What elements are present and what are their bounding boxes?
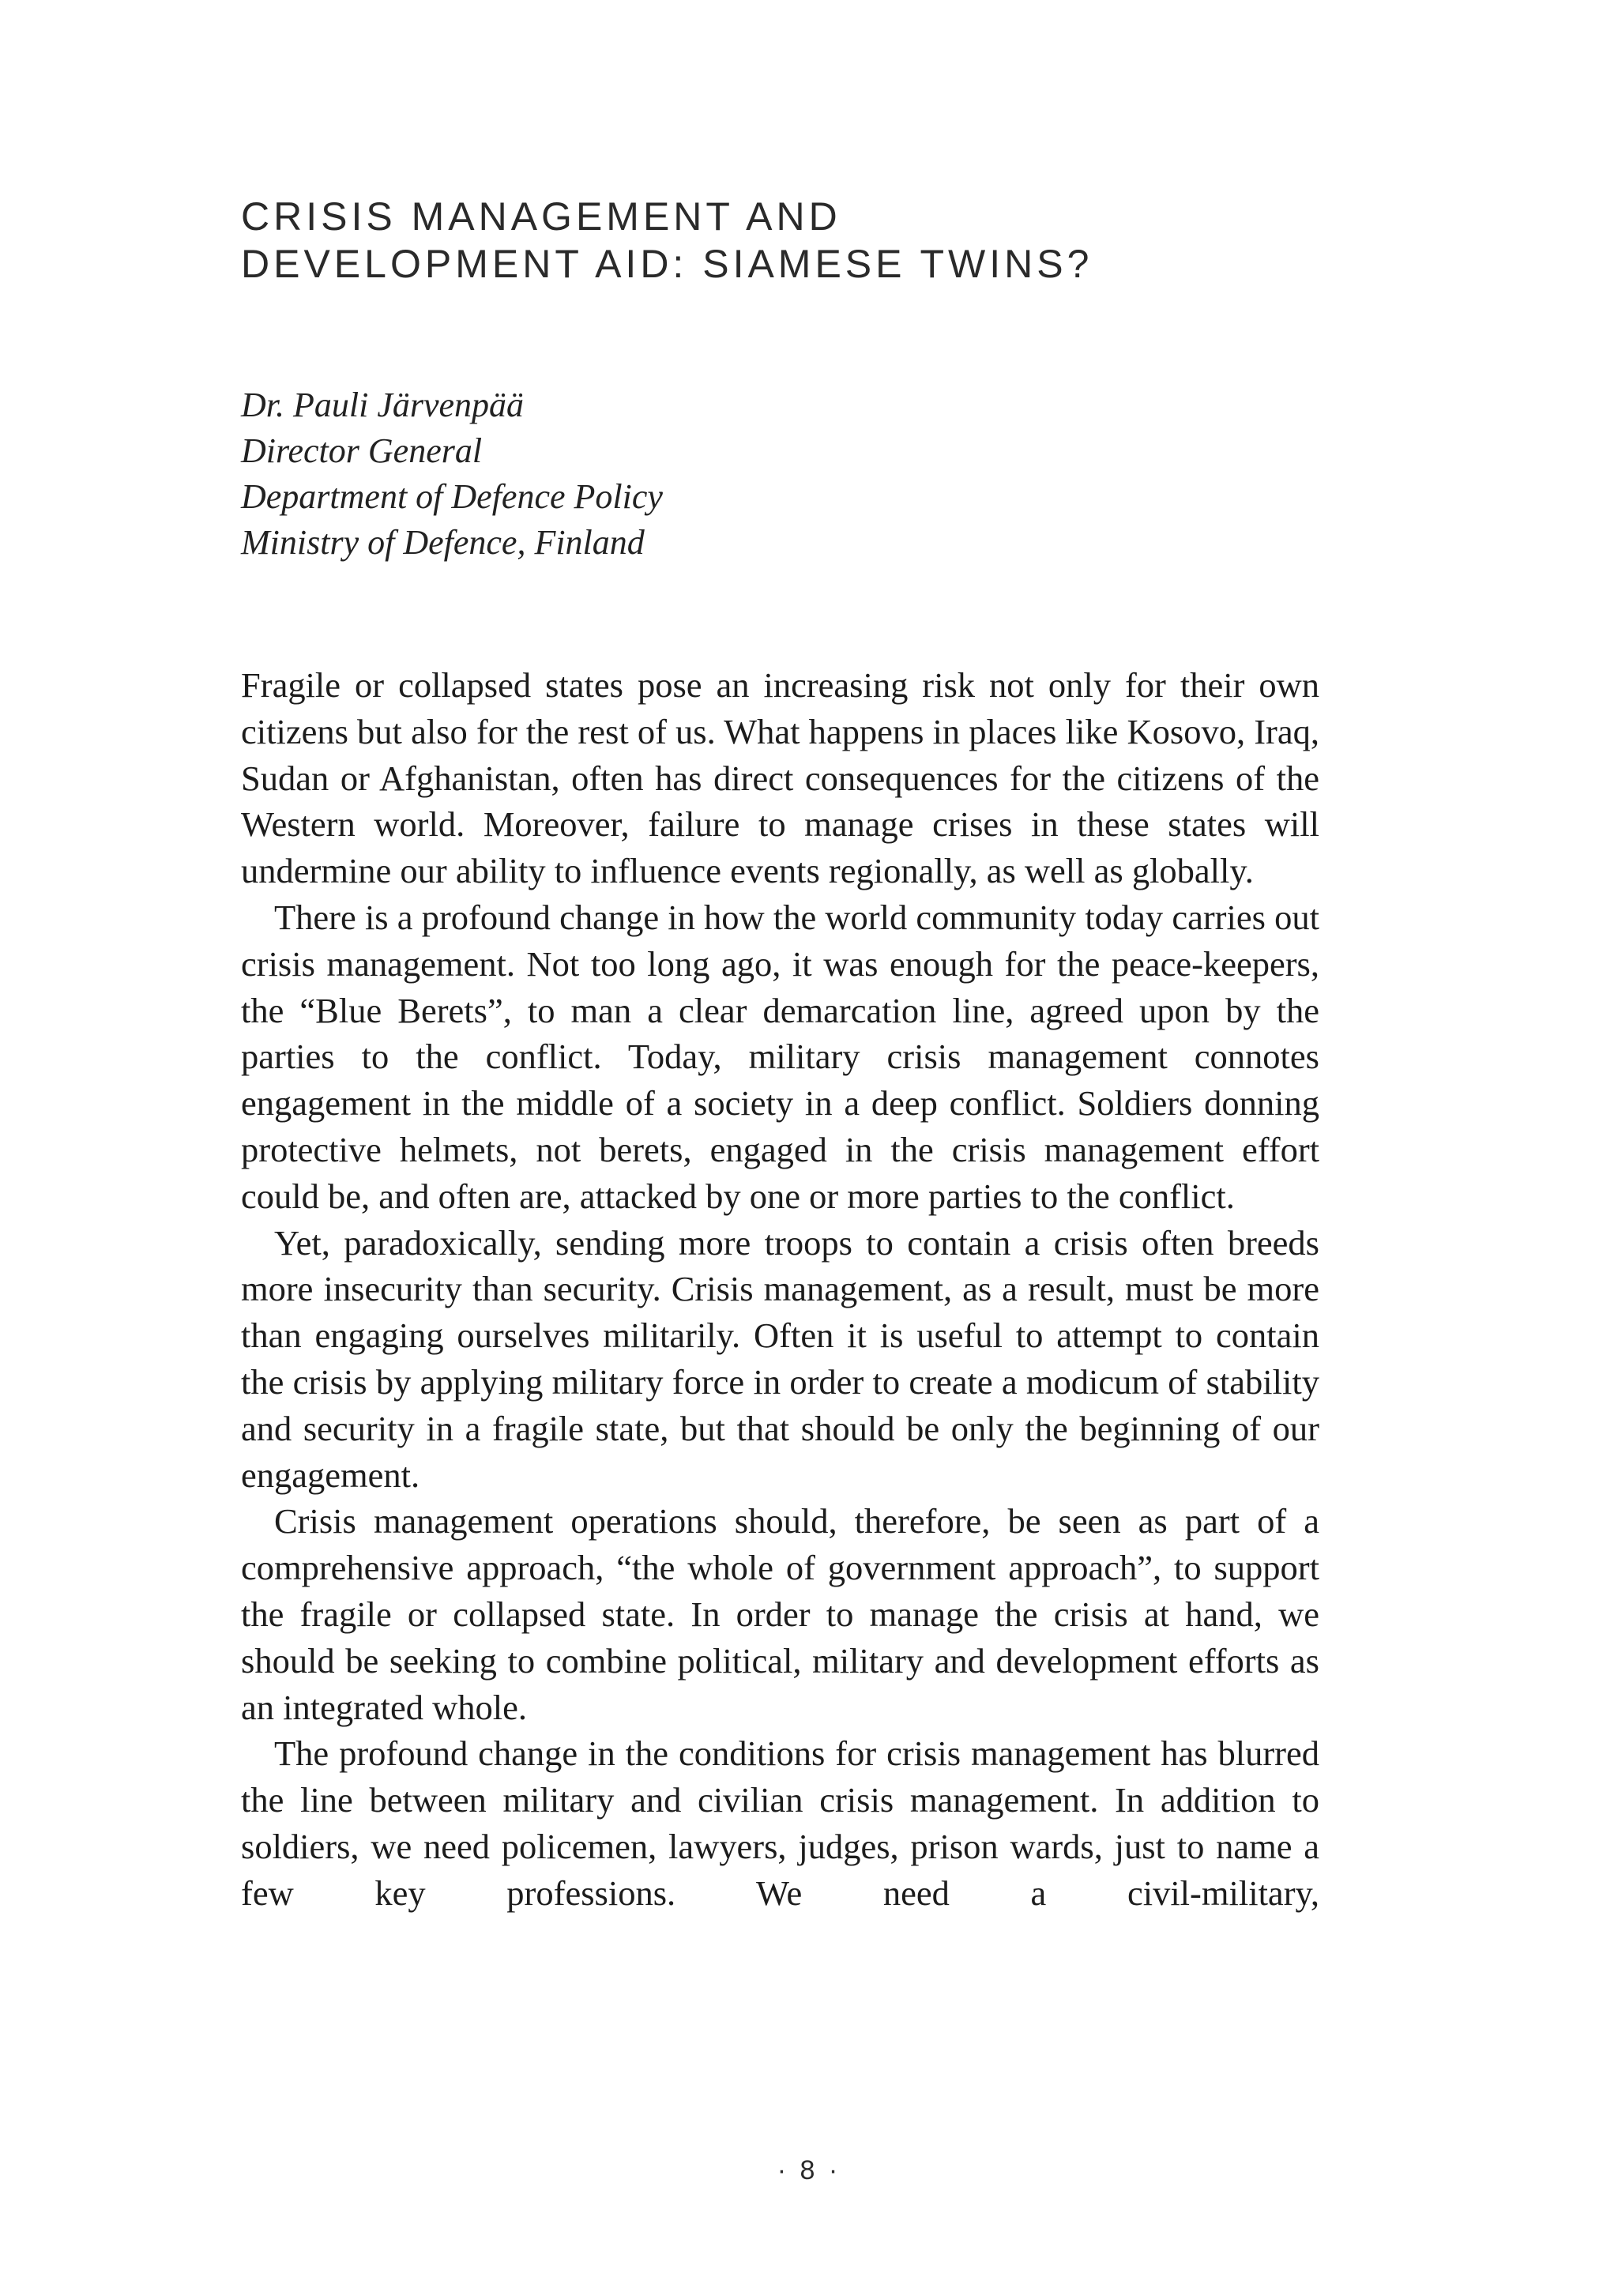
author-name: Dr. Pauli Järvenpää (241, 386, 525, 424)
title-line-1: CRISIS MANAGEMENT AND (241, 194, 841, 239)
body-paragraph-2: There is a profound change in how the world community today carries out crisis management. Not too long ago, it was enough for the peace-keepers, the “Blue Berets”, to man a clear demarcation line, agreed upon by the parties to the conflict. Today, military crisis management connotes engagement in the middle of a society in a deep conflict. Soldiers donning protective helmets, not berets, engaged in the crisis management effort could be, and often are, attacked by one or more parties to the conflict. (241, 897, 1319, 1216)
body-paragraph-4: Crisis management operations should, therefore, be seen as part of a comprehensive approach, “the whole of government approach”, to support the fragile or collapsed state. In order to manage the crisis at hand, we should be seeking to combine political, military and development efforts as an integrated whole. (241, 1501, 1319, 1727)
article-title (241, 193, 1426, 288)
page-number: · 8 · (777, 2155, 841, 2185)
body-paragraph-5: The profound change in the conditions for crisis management has blurred the line between military and civilian crisis management. In addition to soldiers, we need policemen, lawyers, judges, prison wards, just to name a few key professions. We need a civil-military, (241, 1733, 1319, 1913)
author-ministry: Ministry of Defence, Finland (241, 523, 645, 562)
author-block (241, 382, 663, 566)
body-paragraph-3: Yet, paradoxically, sending more troops to contain a crisis often breeds more insecurity than security. Crisis management, as a result, must be more than engaging ourselves militarily. Often it is useful to attempt to contain the crisis by applying military force in order to create a modicum of stability and security in a fragile state, but that should be only the beginning of our engagement. (241, 1222, 1319, 1495)
author-department: Department of Defence Policy (241, 477, 663, 516)
author-position: Director General (241, 431, 483, 470)
body-paragraph-1: Fragile or collapsed states pose an increasing risk not only for their own citizens but also for the rest of us. What happens in places like Kosovo, Iraq, Sudan or Afghanistan, often has direct consequences for the citizens of the Western world. Moreover, failure to manage crises in these states will undermine our ability to influence events regionally, as well as globally. (241, 665, 1319, 891)
article-body (241, 662, 1319, 1917)
title-line-2: DEVELOPMENT AID: SIAMESE TWINS? (241, 242, 1093, 286)
